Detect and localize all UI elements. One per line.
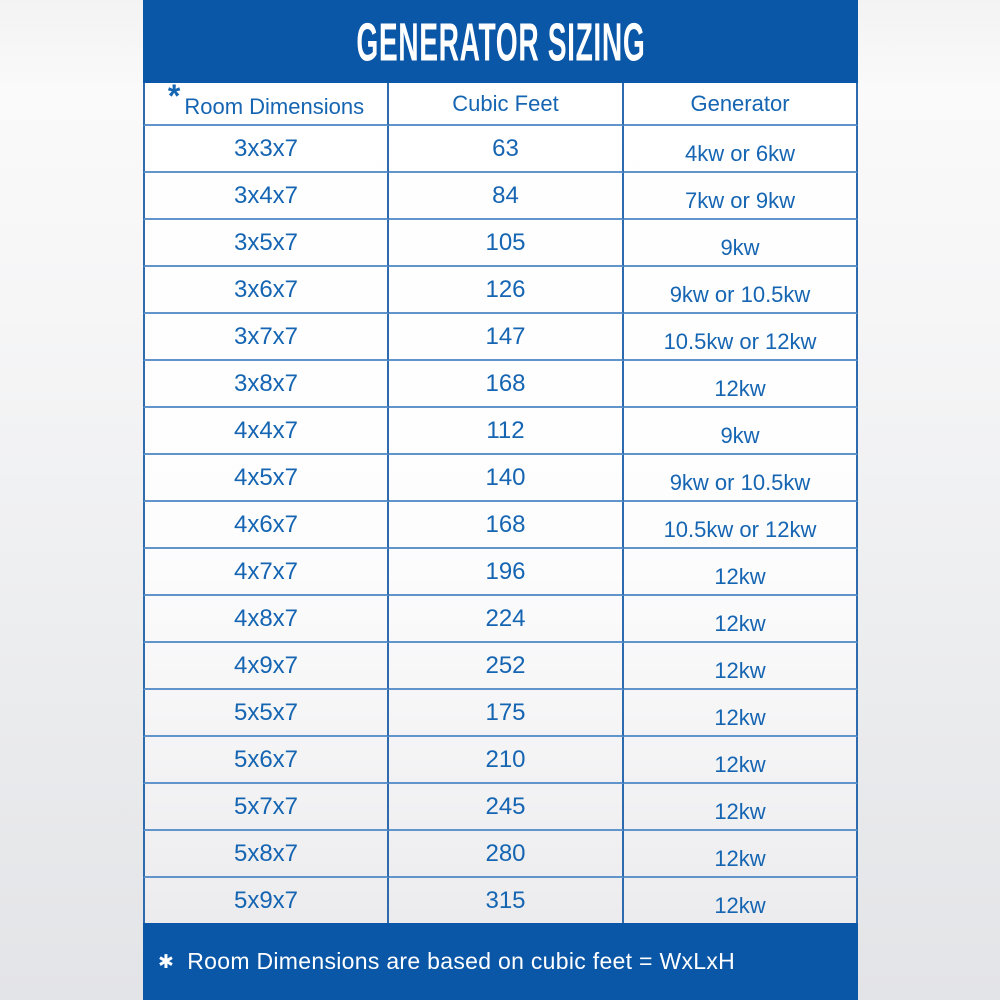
generator-cell-value: 4kw or 6kw xyxy=(684,140,796,166)
room-dimension-cell: 4x7x7 xyxy=(143,549,389,596)
table-row xyxy=(143,690,858,737)
generator-cell xyxy=(624,549,858,596)
table-row xyxy=(143,878,858,923)
cubic-feet-cell: 126 xyxy=(389,267,624,314)
generator-cell xyxy=(624,643,858,690)
cubic-feet-cell: 196 xyxy=(389,549,624,596)
generator-cell xyxy=(624,220,858,267)
generator-cell-value: 9kw xyxy=(720,422,760,448)
generator-cell xyxy=(624,408,858,455)
room-dimension-cell: 4x4x7 xyxy=(143,408,389,455)
table-row xyxy=(143,267,858,314)
generator-cell-value: 9kw or 10.5kw xyxy=(669,281,811,307)
room-dimension-cell: 4x8x7 xyxy=(143,596,389,643)
generator-cell xyxy=(624,455,858,502)
column-header-room-dimensions xyxy=(143,78,389,126)
column-header-room-dimensions-label: Room Dimensions xyxy=(184,94,365,119)
cubic-feet-cell: 210 xyxy=(389,737,624,784)
table-row xyxy=(143,643,858,690)
room-dimension-cell: 3x5x7 xyxy=(143,220,389,267)
generator-cell-value: 9kw xyxy=(720,234,760,260)
table-row xyxy=(143,737,858,784)
table-row xyxy=(143,502,858,549)
room-dimension-cell: 4x9x7 xyxy=(143,643,389,690)
cubic-feet-cell: 224 xyxy=(389,596,624,643)
room-dimension-cell: 4x6x7 xyxy=(143,502,389,549)
cubic-feet-cell: 252 xyxy=(389,643,624,690)
generator-cell xyxy=(624,737,858,784)
cubic-feet-cell: 168 xyxy=(389,502,624,549)
generator-cell xyxy=(624,690,858,737)
cubic-feet-cell: 175 xyxy=(389,690,624,737)
column-header-generator: Generator xyxy=(624,83,858,126)
table-row xyxy=(143,173,858,220)
generator-cell xyxy=(624,314,858,361)
table-row xyxy=(143,831,858,878)
room-dimension-cell: 5x9x7 xyxy=(143,878,389,923)
generator-cell xyxy=(624,831,858,878)
room-dimension-cell: 3x3x7 xyxy=(143,126,389,173)
column-header-cubic-feet: Cubic Feet xyxy=(389,83,624,126)
generator-cell-value: 10.5kw or 12kw xyxy=(663,516,817,542)
cubic-feet-cell: 245 xyxy=(389,784,624,831)
table-row xyxy=(143,314,858,361)
page-title: GENERATOR SIZING xyxy=(355,11,646,72)
cubic-feet-cell: 140 xyxy=(389,455,624,502)
sizing-table xyxy=(143,78,858,923)
generator-cell-value: 12kw xyxy=(714,704,766,730)
cubic-feet-cell: 280 xyxy=(389,831,624,878)
table-row xyxy=(143,596,858,643)
header-asterisk: * xyxy=(167,78,181,114)
cubic-feet-cell: 105 xyxy=(389,220,624,267)
generator-cell xyxy=(624,126,858,173)
cubic-feet-cell: 147 xyxy=(389,314,624,361)
table-row xyxy=(143,361,858,408)
table-row xyxy=(143,220,858,267)
generator-cell xyxy=(624,878,858,923)
table-row xyxy=(143,549,858,596)
cubic-feet-cell: 63 xyxy=(389,126,624,173)
table-row xyxy=(143,126,858,173)
generator-cell xyxy=(624,267,858,314)
generator-sizing-panel xyxy=(143,0,858,1000)
table-header-row xyxy=(143,83,858,126)
generator-cell-value: 12kw xyxy=(714,798,766,824)
generator-cell-value: 7kw or 9kw xyxy=(684,187,796,213)
generator-cell-value: 12kw xyxy=(714,751,766,777)
generator-cell-value: 12kw xyxy=(714,657,766,683)
title-bar xyxy=(143,0,858,83)
room-dimension-cell: 3x4x7 xyxy=(143,173,389,220)
generator-cell-value: 12kw xyxy=(714,375,766,401)
room-dimension-cell: 3x6x7 xyxy=(143,267,389,314)
table-row xyxy=(143,408,858,455)
footnote-bar xyxy=(143,923,858,1000)
generator-cell-value: 9kw or 10.5kw xyxy=(669,469,811,495)
room-dimension-cell: 3x7x7 xyxy=(143,314,389,361)
generator-cell xyxy=(624,173,858,220)
footnote-text: Room Dimensions are based on cubic feet = WxLxH xyxy=(187,948,736,974)
generator-cell xyxy=(624,784,858,831)
generator-cell xyxy=(624,596,858,643)
generator-cell-value: 12kw xyxy=(714,892,766,918)
room-dimension-cell: 5x7x7 xyxy=(143,784,389,831)
generator-cell-value: 12kw xyxy=(714,845,766,871)
cubic-feet-cell: 168 xyxy=(389,361,624,408)
room-dimension-cell: 3x8x7 xyxy=(143,361,389,408)
footnote-asterisk-icon: ✱ xyxy=(158,952,175,973)
cubic-feet-cell: 315 xyxy=(389,878,624,923)
generator-cell xyxy=(624,502,858,549)
generator-cell-value: 10.5kw or 12kw xyxy=(663,328,817,354)
generator-cell-value: 12kw xyxy=(714,563,766,589)
room-dimension-cell: 5x8x7 xyxy=(143,831,389,878)
table-row xyxy=(143,784,858,831)
cubic-feet-cell: 112 xyxy=(389,408,624,455)
cubic-feet-cell: 84 xyxy=(389,173,624,220)
room-dimension-cell: 5x5x7 xyxy=(143,690,389,737)
room-dimension-cell: 5x6x7 xyxy=(143,737,389,784)
generator-cell-value: 12kw xyxy=(714,610,766,636)
table-row xyxy=(143,455,858,502)
room-dimension-cell: 4x5x7 xyxy=(143,455,389,502)
generator-cell xyxy=(624,361,858,408)
